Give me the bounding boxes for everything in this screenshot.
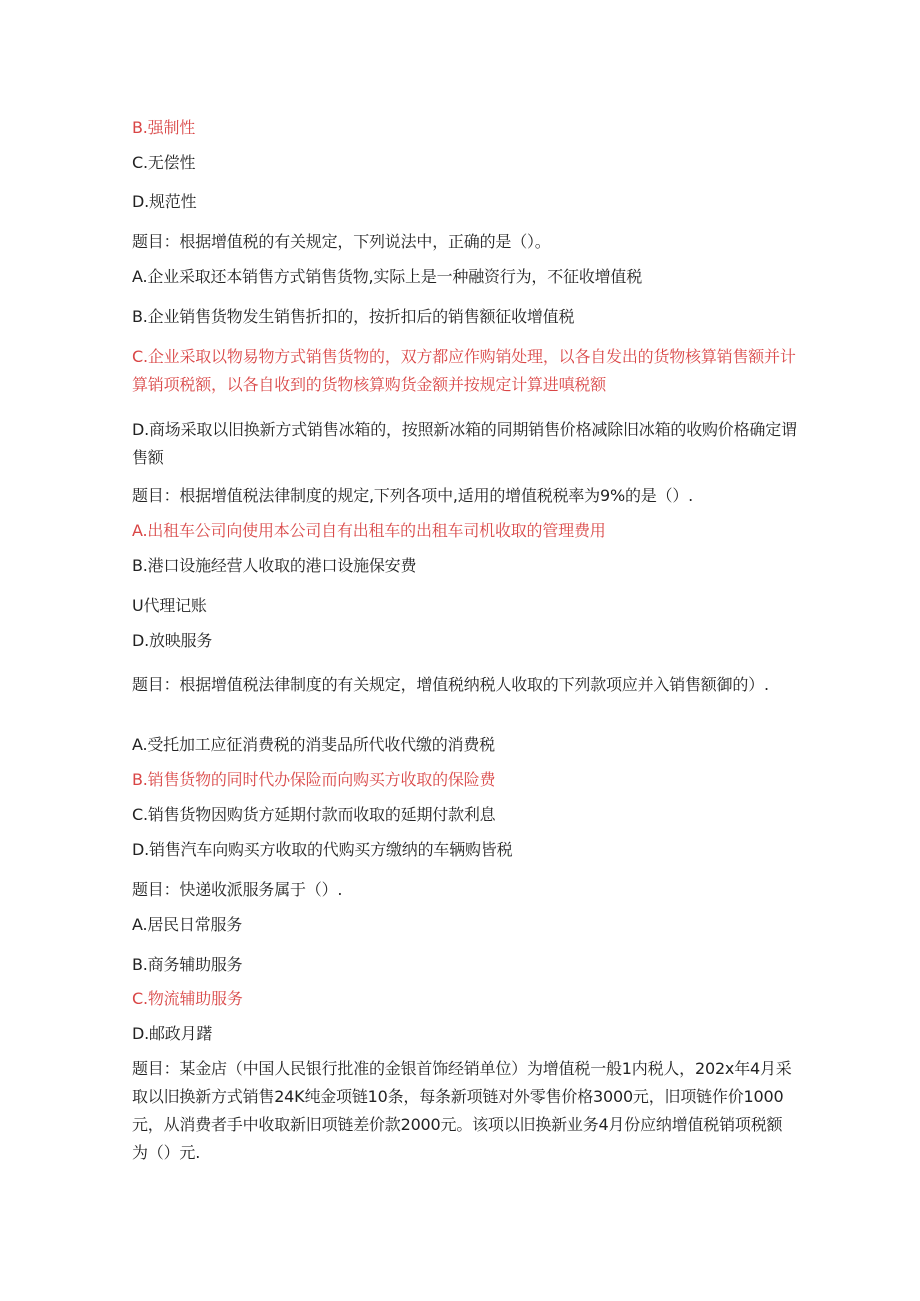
answer-option-b: B.港口设施经营人收取的港口设施保安费 [132,556,417,575]
question-text: 题目：根据增值税法律制度的规定,下列各项中,适用的增值税税率为9%的是（）. [132,486,694,505]
answer-option-c: C.物流辅助服务 [132,989,243,1008]
answer-option-d: D.邮政月躇 [132,1024,213,1043]
answer-option-b: B.销售货物的同时代办保险而向购买方收取的保险费 [132,770,496,789]
question-text: 题目：某金店（中国人民银行批准的金银首饰经销单位）为增值税一般1内税人，202x年4月采取以旧换新方式销售24K纯金项链10条，每条新项链对外零售价格3000元，旧项链作价1000元，从消费者手中收取新旧项链差价款2000元。该项以旧换新业务4月份应纳增值税销项税额为（）元. [132,1059,792,1162]
question-text: 题目：快递收派服务属于（）. [132,880,343,899]
answer-option-c: C.销售货物因购货方延期付款而收取的延期付款利息 [132,805,496,824]
answer-option-a: A.出租车公司向使用本公司自有出租车的出租车司机收取的管理费用 [132,521,606,540]
answer-option-b: B.企业销售货物发生销售折扣的，按折扣后的销售额征收增值税 [132,307,575,326]
question-text: 题目：根据增值税法律制度的有关规定，增值税纳税人收取的下列款项应并入销售额御的）. [132,675,769,694]
question-text: 题目：根据增值税的有关规定，下列说法中，正确的是（）。 [132,232,551,251]
answer-option-d: D.销售汽车向购买方收取的代购买方缴纳的车辆购皆税 [132,840,513,859]
answer-option-a: A.企业采取还本销售方式销售货物,实际上是一种融资行为，不征收增值税 [132,267,643,286]
answer-option-c: U代理记账 [132,596,207,615]
answer-option-d: D.放映服务 [132,631,213,650]
answer-option-d: D.商场采取以旧换新方式销售冰箱的，按照新冰箱的同期销售价格减除旧冰箱的收购价格确定谓售额 [132,420,797,467]
answer-option-b: B.强制性 [132,118,196,137]
answer-option-a: A.受托加工应征消费税的消斐品所代收代缴的消费税 [132,735,495,754]
answer-option-c: C.企业采取以物易物方式销售货物的，双方都应作购销处理，以各自发出的货物核算销售额并计算销项税额，以各自收到的货物核算购货金额并按规定计算进嗔税额 [132,347,796,394]
answer-option-d: D.规范性 [132,192,197,211]
answer-option-b: B.商务辅助服务 [132,955,243,974]
answer-option-a: A.居民日常服务 [132,915,243,934]
answer-option-c: C.无偿性 [132,153,196,172]
